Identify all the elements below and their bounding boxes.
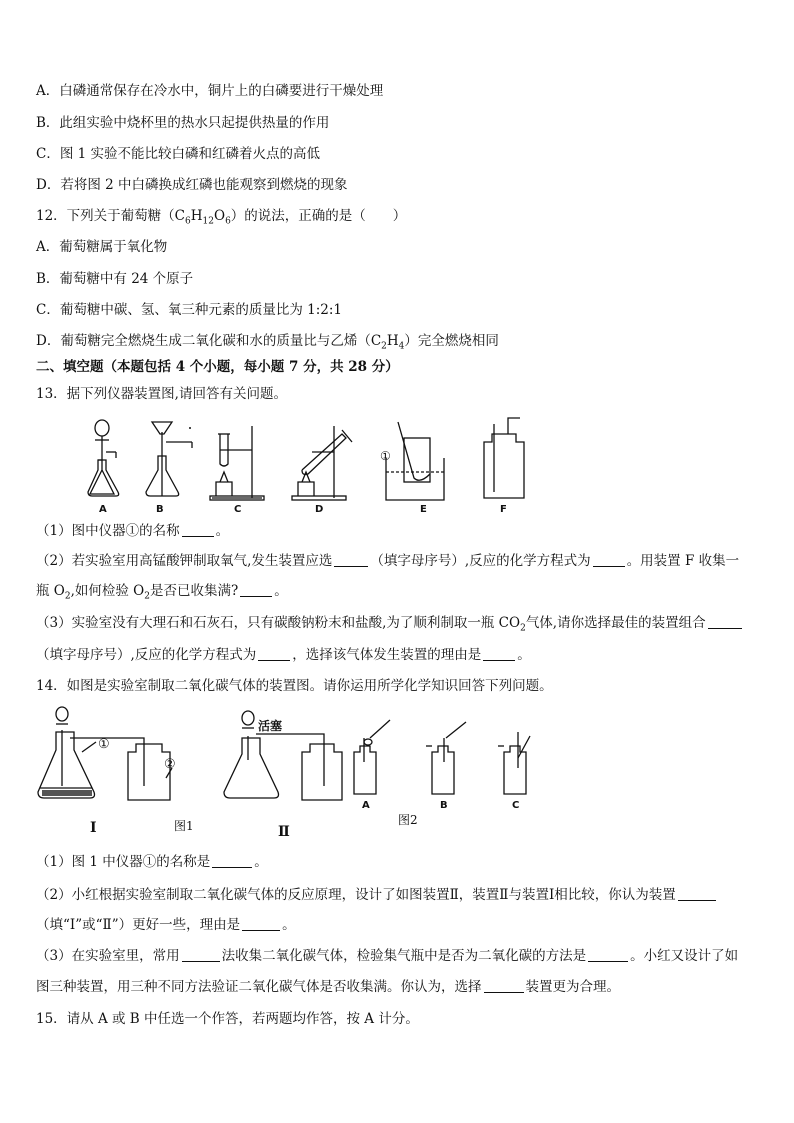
q14-fig2-label-b: B [440, 800, 448, 811]
q13-part1: （1）图中仪器①的名称 。 [36, 523, 230, 539]
q12-option-a: A．葡萄糖属于氧化物 [36, 239, 168, 255]
answer-blank[interactable] [182, 522, 214, 537]
q14-fig2-label-c: C [512, 800, 520, 811]
answer-blank[interactable] [593, 552, 625, 567]
section-fill-in-title: 二、填空题（本题包括 4 个小题，每小题 7 分，共 28 分） [36, 359, 399, 375]
q11-option-c: C．图 1 实验不能比较白磷和红磷着火点的高低 [36, 146, 321, 162]
q14-fig2-label-a: A [362, 800, 370, 811]
q14-part2-line2: （填“Ⅰ”或“Ⅱ”）更好一些，理由是 。 [36, 917, 296, 933]
answer-blank[interactable] [484, 978, 524, 993]
q12-option-b: B．葡萄糖中有 24 个原子 [36, 271, 194, 287]
answer-blank[interactable] [334, 552, 368, 567]
answer-blank[interactable] [708, 614, 742, 629]
q12-option-d: D．葡萄糖完全燃烧生成二氧化碳和水的质量比与乙烯$(C_2H_4)$完全燃烧相同 [36, 333, 499, 352]
answer-blank[interactable] [678, 886, 716, 901]
q14-marker-2: ② [164, 757, 176, 772]
answer-blank[interactable] [182, 947, 220, 962]
q13-label-f: F [500, 504, 507, 514]
fig-ii-label: Ⅱ [278, 824, 290, 840]
q14-part3-line1: （3）在实验室里，常用 法收集二氧化碳气体，检验集气瓶中是否为二氧化碳的方法是 。小红又设计了如 [36, 948, 739, 964]
q13-part3-line1: （3）实验室没有大理石和石灰石，只有碳酸钠粉末和盐酸,为了顺利制取一瓶 $CO_2$气体,请你选择最佳的装置组合 [36, 613, 744, 639]
q13-marker-1: ① [380, 449, 391, 463]
answer-blank[interactable] [483, 646, 515, 661]
q13-label-d: D [315, 504, 324, 514]
q14-marker-1: ① [98, 737, 110, 752]
q14-stem: 14．如图是实验室制取二氧化碳气体的装置图。请你运用所学化学知识回答下列问题。 [36, 678, 553, 694]
q15-stem: 15．请从 A 或 B 中任选一个作答，若两题均作答，按 A 计分。 [36, 1011, 419, 1027]
q13-part3-line2: （填字母序号）,反应的化学方程式为 ，选择该气体发生装置的理由是 。 [36, 647, 531, 663]
fig-2-label: 图2 [398, 813, 418, 827]
q14-apparatus-figure [34, 702, 574, 840]
q13-label-e: E [420, 504, 427, 514]
answer-blank[interactable] [258, 646, 290, 661]
fig-1-label: 图1 [174, 819, 194, 833]
answer-blank[interactable] [588, 947, 628, 962]
q12-option-c: C．葡萄糖中碳、氢、氧三种元素的质量比为 1:2:1 [36, 302, 342, 318]
q14-part3-line2: 图三种装置，用三种不同方法验证二氧化碳气体是否收集满。你认为，选择 装置更为合理。 [36, 979, 620, 995]
answer-blank[interactable] [212, 853, 252, 868]
q13-label-b: B [156, 504, 164, 514]
q11-option-d: D．若将图 2 中白磷换成红磷也能观察到燃烧的现象 [36, 177, 348, 193]
q14-part1: （1）图 1 中仪器①的名称是 。 [36, 854, 268, 870]
q13-part2-line2: 瓶 $O_2$,如何检验 $O_2$是否已收集满? 。 [36, 583, 288, 602]
q11-option-a: A．白磷通常保存在冷水中，铜片上的白磷要进行干燥处理 [36, 83, 384, 99]
valve-label: 活塞 [258, 719, 283, 733]
q13-label-c: C [234, 504, 242, 514]
fig-i-label: Ⅰ [90, 820, 97, 836]
q12-stem: 12．下列关于葡萄糖$(C_6H_{12}O_6)$的说法，正确的是（ ） [36, 208, 407, 227]
answer-blank[interactable] [240, 582, 272, 597]
q11-option-b: B．此组实验中烧杯里的热水只起提供热量的作用 [36, 115, 330, 131]
answer-blank[interactable] [242, 916, 280, 931]
q13-stem: 13．据下列仪器装置图,请回答有关问题。 [36, 386, 287, 402]
q13-label-a: A [99, 504, 107, 514]
q13-apparatus-figure [80, 412, 540, 514]
q13-part2-line1: （2）若实验室用高锰酸钾制取氧气,发生装置应选 （填字母序号）,反应的化学方程式为 。用装置 F 收集一 [36, 553, 740, 569]
q14-part2-line1: （2）小红根据实验室制取二氧化碳气体的反应原理，设计了如图装置Ⅱ，装置Ⅱ与装置Ⅰ相比较，你认为装置 [36, 885, 718, 905]
